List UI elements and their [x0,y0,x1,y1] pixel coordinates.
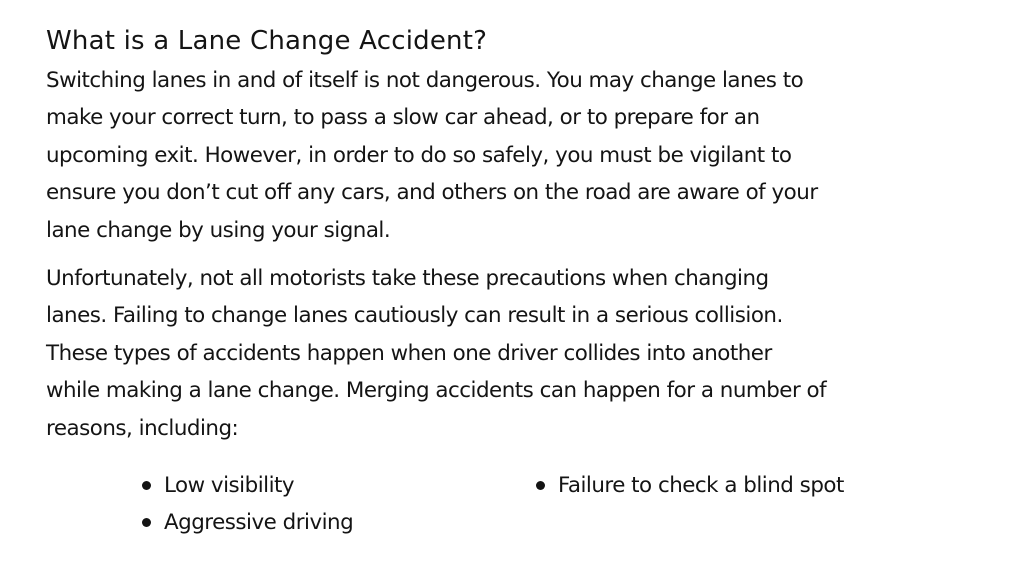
list-item [164,467,294,504]
bullet-icon [536,481,545,490]
paragraph-line: Switching lanes in and of itself is not dangerous. You may change lanes to [46,68,804,93]
paragraph-line: while making a lane change. Merging accidents can happen for a number of [46,378,827,404]
paragraph-line: upcoming exit. However, in order to do so safely, you must be vigilant to [46,142,792,168]
bullet-icon [142,481,151,490]
list-item-label: Failure to check a blind spot [558,473,844,498]
paragraph-line: ensure you don’t cut off any cars, and others on the road are aware of your [46,180,818,206]
intro-paragraph [46,62,1006,249]
reasons-intro-paragraph [46,260,1006,447]
paragraph-line: lanes. Failing to change lanes cautiously can result in a serious collision. [46,303,783,329]
list-item [558,467,844,504]
list-item-label: Aggressive driving [164,510,354,535]
bullet-icon [142,518,151,527]
paragraph-line: These types of accidents happen when one driver collides into another [46,340,772,366]
list-item [164,504,353,541]
reasons-list [46,467,1006,547]
paragraph-line: reasons, including: [46,415,239,441]
paragraph-line: make your correct turn, to pass a slow car ahead, or to prepare for an [46,105,760,131]
paragraph-line: Unfortunately, not all motorists take these precautions when changing [46,266,769,292]
section-heading: What is a Lane Change Accident? [46,26,488,56]
list-item-label: Low visibility [164,473,295,498]
paragraph-line: lane change by using your signal. [46,217,391,243]
article-section [46,22,1006,535]
